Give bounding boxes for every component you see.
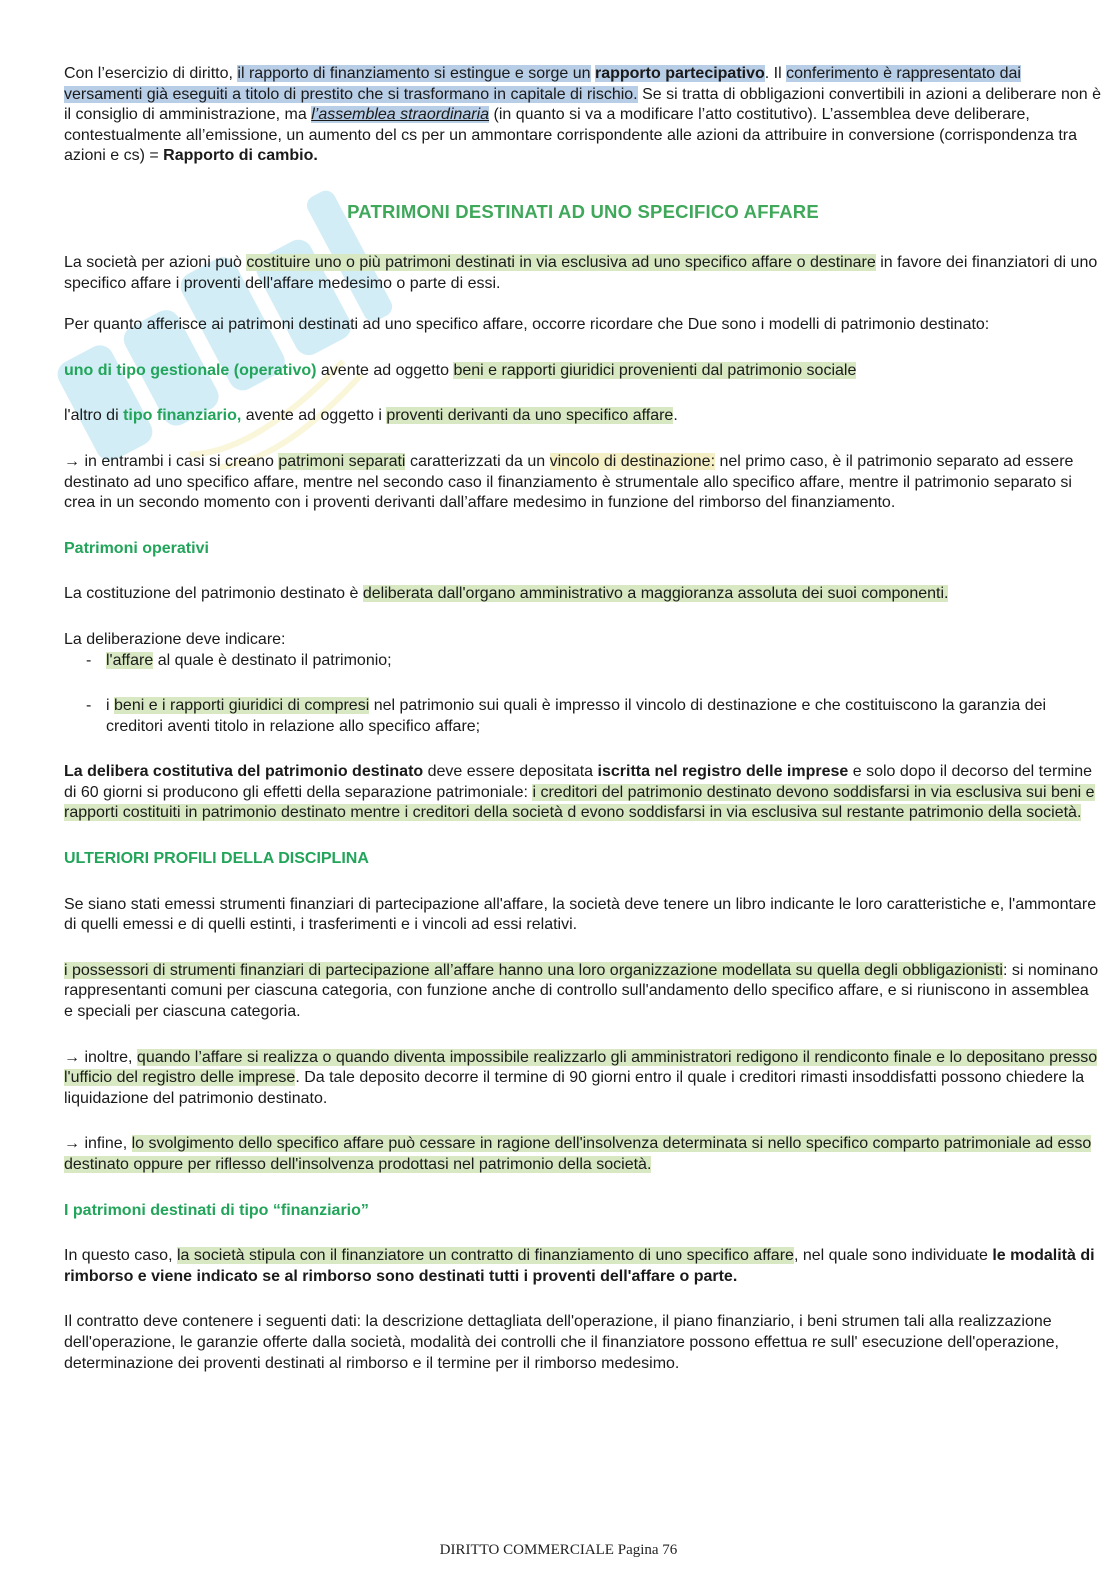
paragraph-deliberazione: La deliberazione deve indicare:: [64, 630, 286, 648]
paragraph-separati: → in entrambi i casi si creano patrimoni separati caratterizzati da un vincolo di destinazione: nel primo caso, è il patrimonio separato ad essere destinato ad uno specifico affare, mentre nel secondo caso il finanziamento è strumentale allo specifico affare, mentre il patrimonio separato si crea in un secondo momento con i proventi derivanti dall’affare medesimo in funzione del rimborso del finanziamento.: [64, 452, 1074, 512]
list-item: - l'affare al quale è destinato il patrimonio;: [64, 651, 1102, 672]
paragraph-contratto-finanziamento: In questo caso, la società stipula con il finanziatore un contratto di finanziamento di uno specifico affare, nel quale sono individuate le modalità di rimborso e viene indicato se al rimborso sono destinati tutti i proventi dell'affare o parte.: [64, 1247, 1095, 1285]
paragraph-rendiconto: → inoltre, quando l’affare si realizza o quando diventa impossibile realizzarlo gli amministratori redigono il rendiconto finale e lo depositano presso l'ufficio del registro delle imprese. Da tale deposito decorre il termine di 90 giorni entro il quale i creditori rimasti insoddisfatti possono chiedere la liquidazione del patrimonio destinato.: [64, 1048, 1098, 1107]
paragraph-insolvenza: → infine, lo svolgimento dello specifico affare può cessare in ragione dell'insolvenza determinata si nello specifico comparto patrimoniale ad esso destinato oppure per riflesso dell'insolvenza prodottasi nel patrimonio della società.: [64, 1135, 1092, 1173]
list-deliberazione: [64, 651, 1102, 738]
paragraph-finanziario: l'altro di tipo finanziario, avente ad oggetto i proventi derivanti da uno specifico affare.: [64, 407, 678, 425]
paragraph-libro: Se siano stati emessi strumenti finanziari di partecipazione all'affare, la società deve tenere un libro indicante le loro caratteristiche e, l'ammontare di quelli emessi e di quelli estinti, i trasferimenti e i vincoli ad essi relativi.: [64, 895, 1097, 934]
paragraph-intro: La società per azioni può costituire uno o più patrimoni destinati in via esclusiva ad uno specifico affare o destinare in favore dei finanziatori di uno specifico affare i proventi dell'affare medesimo o parte di essi.: [64, 253, 1098, 292]
paragraph-delibera: La delibera costitutiva del patrimonio destinato deve essere depositata iscritta nel registro delle imprese e solo dopo il decorso del termine di 60 giorni si producono gli effetti della separazione patrimoniale: i creditori del patrimonio destinato devono soddisfarsi in via esclusiva sui beni e rapporti costituiti in patrimonio destinato mentre i creditori della società d evono soddisfarsi in via esclusiva sul restante patrimonio della società.: [64, 763, 1095, 822]
paragraph-possessori: i possessori di strumenti finanziari di partecipazione all’affare hanno una loro organizzazione modellata su quella degli obbligazionisti: si nominano rappresentanti comuni per ciascuna categoria, con funzione anche di controllo sull'andamento dello specifico affare, e si riuniscono in assemblea e speciali per ciascuna categoria.: [64, 961, 1099, 1021]
paragraph-contratto-dati: Il contratto deve contenere i seguenti dati: la descrizione dettagliata dell'operazione, il piano finanziario, i beni strumen tali alla realizzazione dell'operazione, le garanzie offerte dalla società, modalità dei controlli che il finanziatore possono effettua re sull' esecuzione dell'operazione, determinazione dei proventi destinati al rimborso e il termine per il rimborso medesimo.: [64, 1313, 1059, 1372]
paragraph-costituzione: La costituzione del patrimonio destinato è deliberata dall'organo amministrativo a maggioranza assoluta dei suoi componenti.: [64, 585, 949, 603]
paragraph-gestionale: uno di tipo gestionale (operativo) avente ad oggetto beni e rapporti giuridici provenienti dal patrimonio sociale: [64, 361, 857, 379]
page-footer: DIRITTO COMMERCIALE Pagina 76: [439, 1542, 678, 1558]
paragraph-models: Per quanto afferisce ai patrimoni destinati ad uno specifico affare, occorre ricordare che Due sono i modelli di patrimonio destinato:: [64, 316, 990, 334]
list-item: - i beni e i rapporti giuridici di compresi nel patrimonio sui quali è impresso il vincolo di destinazione e che costituiscono la garanzia dei creditori aventi titolo in relazione allo specifico affare;: [64, 696, 1102, 737]
document-body: [64, 64, 1102, 1374]
section-heading: PATRIMONI DESTINATI AD UNO SPECIFICO AFFARE: [347, 200, 819, 222]
highlight-assemblea: l’assemblea straordinaria: [311, 106, 490, 124]
subheading-ulteriori: ULTERIORI PROFILI DELLA DISCIPLINA: [64, 850, 369, 868]
subheading-finanziario: I patrimoni destinati di tipo “finanziario”: [64, 1201, 369, 1219]
paragraph-conversion: Con l’esercizio di diritto, il rapporto di finanziamento si estingue e sorge un rapporto partecipativo. Il conferimento è rappresentato dai versamenti già eseguiti a titolo di prestito che si trasformano in capitale di rischio. Se si tratta di obbligazioni convertibili in azioni a deliberare non è il consiglio di amministrazione, ma l’assemblea straordinaria (in quanto si va a modificare l’atto costitutivo). L’assemblea deve deliberare, contestualmente all’emissione, un aumento del cs per un ammontare corrispondente alle azioni da attribuire in conversione (corrispondenza tra azioni e cs) = Rapporto di cambio.: [64, 65, 1101, 165]
subheading-operativi: Patrimoni operativi: [64, 539, 209, 557]
